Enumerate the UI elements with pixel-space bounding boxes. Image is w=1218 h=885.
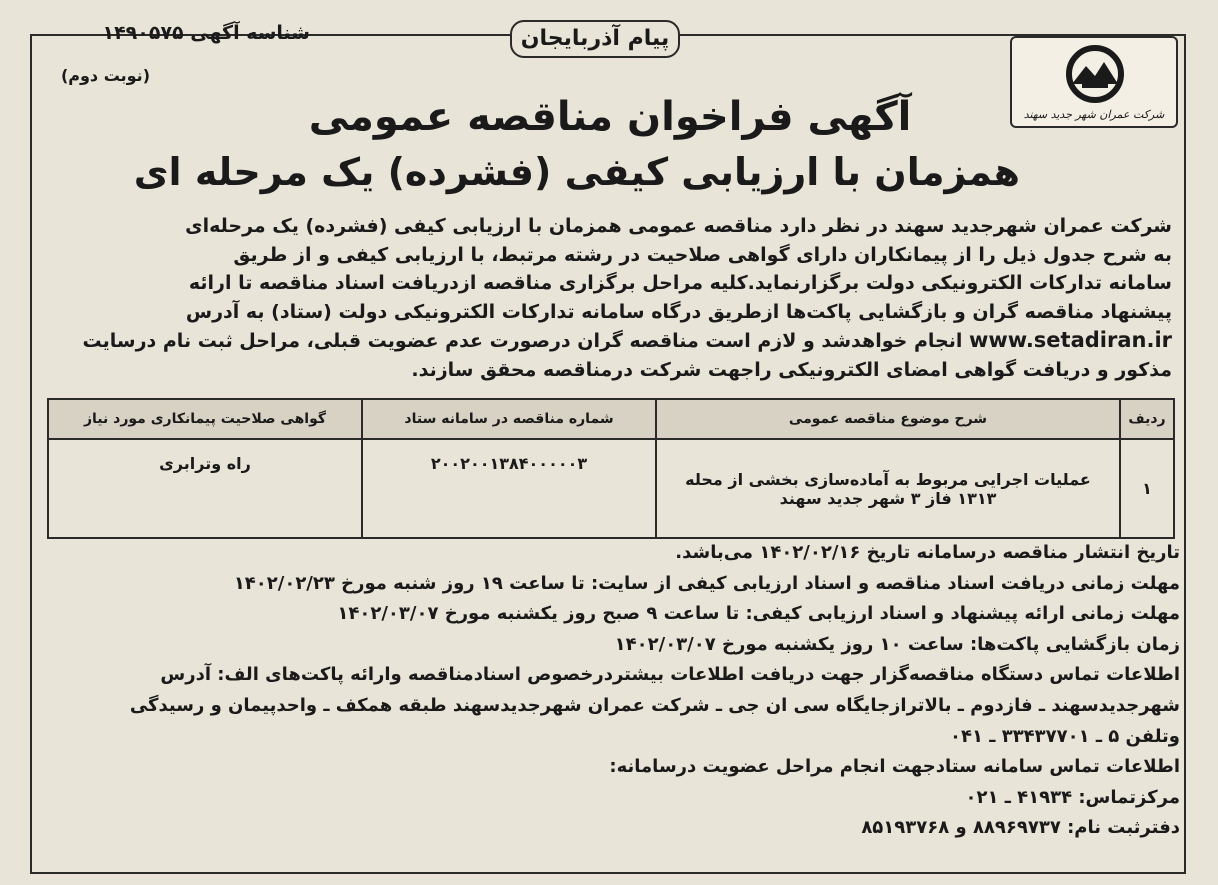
setad-tender-number: ۲۰۰۲۰۰۱۳۸۴۰۰۰۰۰۳ bbox=[362, 439, 656, 538]
required-certificate: راه وترابری bbox=[48, 439, 362, 538]
tender-description-line: ۱۳۱۳ فاز ۳ شهر جدید سهند bbox=[779, 488, 997, 508]
header-certificate: گواهی صلاحیت پیمانکاری مورد نیاز bbox=[48, 399, 362, 439]
intro-line-text: انجام خواهدشد و لازم است مناقصه گران درصورت عدم عضویت قبلی، مراحل ثبت نام درسایت bbox=[82, 330, 969, 352]
ad-subtitle: همزمان با ارزیابی کیفی (فشرده) یک مرحله ای bbox=[133, 150, 1020, 194]
ad-round: (نوبت دوم) bbox=[60, 66, 150, 85]
ad-identifier: شناسه آگهی ۱۴۹۰۵۷۵ bbox=[102, 22, 310, 44]
table-header-row bbox=[48, 399, 1174, 439]
header-description: شرح موضوع مناقصه عمومی bbox=[656, 399, 1120, 439]
intro-line: پیشنهاد مناقصه گران و بازگشایی پاکت‌ها ازطریق درگاه سامانه تدارکات الکترونیکی دولت (ستاد) به آدرس bbox=[185, 300, 1172, 323]
company-logo bbox=[1010, 36, 1178, 128]
header-row-number: ردیف bbox=[1120, 399, 1174, 439]
proposal-deadline: مهلت زمانی ارائه پیشنهاد و اسناد ارزیابی کیفی: تا ساعت ۹ صبح روز یکشنبه مورخ ۱۴۰۲/۰۳/۰۷ bbox=[337, 603, 1180, 625]
intro-line bbox=[48, 326, 1172, 356]
contact-phone: وتلفن ۵ ـ ۳۳۴۳۷۷۰۱ ـ ۰۴۱ bbox=[950, 725, 1180, 747]
newspaper-name: پیام آذربایجان bbox=[510, 20, 680, 58]
table-row bbox=[48, 439, 1174, 538]
setad-website-link[interactable]: www.setadiran.ir bbox=[968, 328, 1172, 352]
contact-info-line: اطلاعات تماس دستگاه مناقصه‌گزار جهت دریافت اطلاعات بیشتردرخصوص اسنادمناقصه وارائه پاکت‌های الف: آدرس bbox=[160, 664, 1180, 686]
opening-time: زمان بازگشایی پاکت‌ها: ساعت ۱۰ روز یکشنبه مورخ ۱۴۰۲/۰۳/۰۷ bbox=[614, 633, 1180, 655]
intro-line: به شرح جدول ذیل را از پیمانکاران دارای گواهی صلاحیت در رشته مرتبط، با ارزیابی کیفی و از طریق bbox=[233, 243, 1172, 266]
contact-address: شهرجدیدسهند ـ فازدوم ـ بالاترازجایگاه سی ان جی ـ شرکت عمران شهرجدیدسهند طبقه همکف ـ واحدپیمان و رسیدگی bbox=[129, 694, 1180, 716]
logo-caption: شرکت عمران شهر جدید سهند bbox=[1023, 108, 1165, 121]
ad-title: آگهی فراخوان مناقصه عمومی bbox=[308, 94, 912, 140]
intro-line: شرکت عمران شهرجدید سهند در نظر دارد مناقصه عمومی همزمان با ارزیابی کیفی (فشرده) یک مرحله‌ای bbox=[185, 215, 1172, 237]
setad-call-center: مرکزتماس: ۴۱۹۳۴ ـ ۰۲۱ bbox=[965, 786, 1180, 808]
intro-line: مذکور و دریافت گواهی امضای الکترونیکی راجهت شرکت درمناقصه محقق سازند. bbox=[411, 358, 1172, 381]
company-logo-icon bbox=[1062, 44, 1128, 104]
document-deadline: مهلت زمانی دریافت اسناد مناقصه و اسناد ارزیابی کیفی از سایت: تا ساعت ۱۹ روز شنبه مورخ ۱۴۰۲/۰۲/۲۳ bbox=[233, 572, 1180, 594]
tender-details bbox=[40, 538, 1180, 844]
tender-description bbox=[656, 439, 1120, 538]
tender-table bbox=[47, 398, 1175, 539]
setad-contact-heading: اطلاعات تماس سامانه ستادجهت انجام مراحل عضویت درسامانه: bbox=[609, 756, 1180, 778]
setad-registration-office: دفترثبت نام: ۸۸۹۶۹۷۳۷ و ۸۵۱۹۳۷۶۸ bbox=[861, 817, 1180, 839]
intro-line: سامانه تدارکات الکترونیکی دولت برگزارنماید.کلیه مراحل برگزاری مناقصه ازدریافت اسناد مناقصه تا ارائه bbox=[188, 272, 1172, 294]
row-number: ۱ bbox=[1120, 439, 1174, 538]
tender-description-line: عملیات اجرایی مربوط به آماده‌سازی بخشی از محله bbox=[685, 469, 1091, 489]
publish-date: تاریخ انتشار مناقصه درسامانه تاریخ ۱۴۰۲/۰۲/۱۶ می‌باشد. bbox=[675, 542, 1180, 563]
header-setad-number: شماره مناقصه در سامانه ستاد bbox=[362, 399, 656, 439]
intro-paragraph bbox=[48, 212, 1172, 384]
